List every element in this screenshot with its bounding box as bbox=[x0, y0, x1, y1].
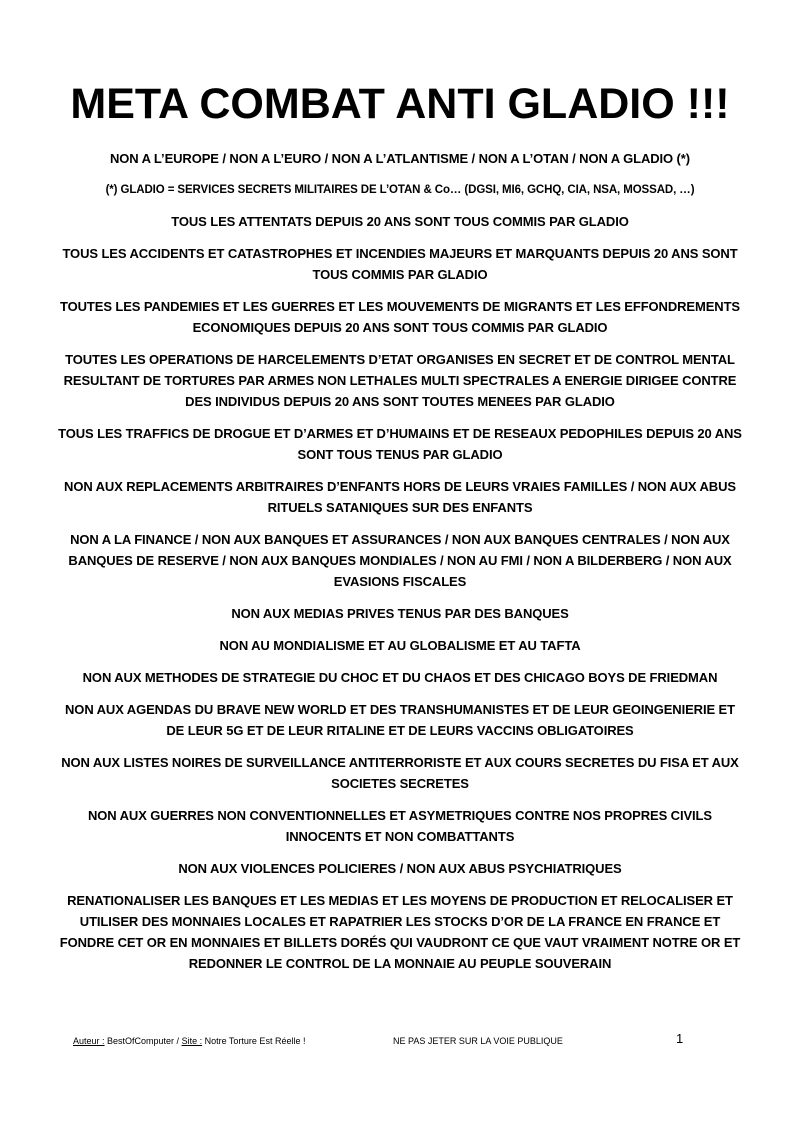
paragraph-renationaliser: RENATIONALISER LES BANQUES ET LES MEDIAS ET LES MOYENS DE PRODUCTION ET RELOCALISER ET UTILISER DES MONNAIES LOCALES ET RAPATRIER LES STOCKS D’OR DE LA FRANCE EN FRANCE ET FONDRE CET OR EN MONNAIES ET BILLETS DORÉS QUI VAUDRONT CE QUE VAUT VRAIMENT NOTRE OR ET REDONNER LE CONTROL DE LA MONNAIE AU PEUPLE SOUVERAIN bbox=[59, 893, 741, 971]
paragraph-attentats: TOUS LES ATTENTATS DEPUIS 20 ANS SONT TOUS COMMIS PAR GLADIO bbox=[171, 214, 629, 229]
footer-author-label: Auteur : bbox=[73, 1036, 105, 1046]
paragraph-finance: NON A LA FINANCE / NON AUX BANQUES ET ASSURANCES / NON AUX BANQUES CENTRALES / NON AUX BANQUES DE RESERVE / NON AUX BANQUES MONDIALES / NON AU FMI / NON A BILDERBERG / NON AUX EVASIONS FISCALES bbox=[68, 532, 732, 589]
footer-notice: NE PAS JETER SUR LA VOIE PUBLIQUE bbox=[393, 1036, 563, 1046]
paragraph-medias: NON AUX MEDIAS PRIVES TENUS PAR DES BANQUES bbox=[231, 606, 569, 621]
paragraph-listes-noires: NON AUX LISTES NOIRES DE SURVEILLANCE ANTITERRORISTE ET AUX COURS SECRETES DU FISA ET AUX SOCIETES SECRETES bbox=[61, 755, 739, 791]
paragraph-traffics: TOUS LES TRAFFICS DE DROGUE ET D’ARMES ET D’HUMAINS ET DE RESEAUX PEDOPHILES DEPUIS 20 ANS SONT TOUS TENUS PAR GLADIO bbox=[58, 426, 742, 462]
paragraph-pandemies: TOUTES LES PANDEMIES ET LES GUERRES ET LES MOUVEMENTS DE MIGRANTS ET LES EFFONDREMENTS ECONOMIQUES DEPUIS 20 ANS SONT TOUS COMMIS PAR GLADIO bbox=[60, 299, 740, 335]
paragraph-replacements: NON AUX REPLACEMENTS ARBITRAIRES D’ENFANTS HORS DE LEURS VRAIES FAMILLES / NON AUX ABUS RITUELS SATANIQUES SUR DES ENFANTS bbox=[64, 479, 736, 515]
paragraph-accidents: TOUS LES ACCIDENTS ET CATASTROPHES ET INCENDIES MAJEURS ET MARQUANTS DEPUIS 20 ANS SONT TOUS COMMIS PAR GLADIO bbox=[62, 246, 738, 282]
paragraph-violences: NON AUX VIOLENCES POLICIERES / NON AUX ABUS PSYCHIATRIQUES bbox=[178, 861, 622, 876]
paragraph-mondialisme: NON AU MONDIALISME ET AU GLOBALISME ET AU TAFTA bbox=[219, 638, 581, 653]
paragraph-harcelements: TOUTES LES OPERATIONS DE HARCELEMENTS D’ETAT ORGANISES EN SECRET ET DE CONTROL MENTAL RESULTANT DE TORTURES PAR ARMES NON LETHALES MULTI SPECTRALES A ENERGIE DIRIGEE CONTRE DES INDIVIDUS DEPUIS 20 ANS SONT TOUTES MENEES PAR GLADIO bbox=[63, 352, 737, 409]
footer-author-site bbox=[73, 1033, 305, 1049]
paragraph-gladio-footnote: (*) GLADIO = SERVICES SECRETS MILITAIRES DE L’OTAN & Co… (DGSI, MI6, GCHQ, CIA, NSA, MOSSAD, …) bbox=[105, 184, 695, 196]
page-number: 1 bbox=[676, 1031, 684, 1046]
paragraph-no-europe: NON A L’EUROPE / NON A L’EURO / NON A L’ATLANTISME / NON A L’OTAN / NON A GLADIO (*) bbox=[110, 151, 690, 166]
paragraph-agendas: NON AUX AGENDAS DU BRAVE NEW WORLD ET DES TRANSHUMANISTES ET DE LEUR GEOINGENIERIE ET DE LEUR 5G ET DE LEUR RITALINE ET DE LEURS VACCINS OBLIGATOIRES bbox=[65, 702, 735, 738]
footer-site-label: Site : bbox=[181, 1036, 203, 1046]
document-body bbox=[58, 148, 742, 985]
page-title: META COMBAT ANTI GLADIO !!! bbox=[70, 80, 730, 128]
page-footer bbox=[0, 1031, 800, 1051]
footer-site-value: Notre Torture Est Réelle ! bbox=[202, 1036, 306, 1046]
paragraph-strategie-choc: NON AUX METHODES DE STRATEGIE DU CHOC ET DU CHAOS ET DES CHICAGO BOYS DE FRIEDMAN bbox=[82, 670, 718, 685]
paragraph-guerres: NON AUX GUERRES NON CONVENTIONNELLES ET ASYMETRIQUES CONTRE NOS PROPRES CIVILS INNOCENTS ET NON COMBATTANTS bbox=[88, 808, 712, 844]
footer-author-value: BestOfComputer / bbox=[104, 1036, 182, 1046]
